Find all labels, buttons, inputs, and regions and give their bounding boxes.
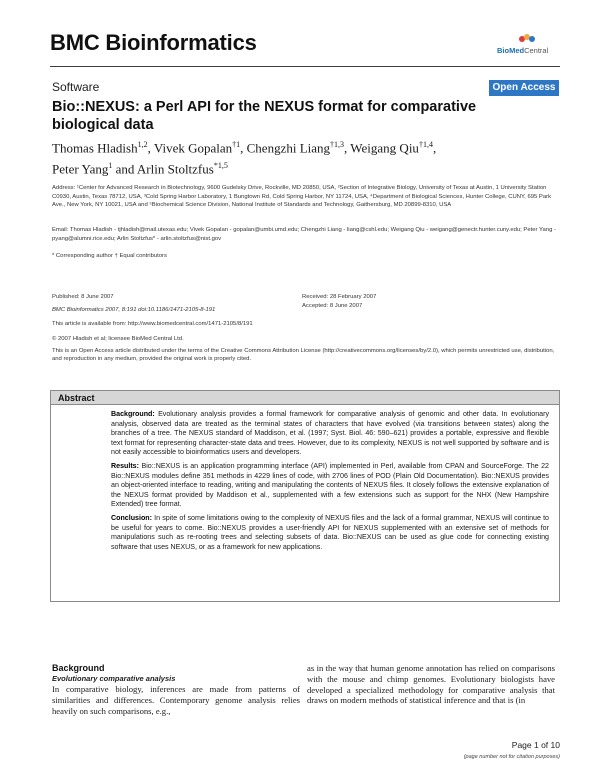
body-column-right [307,663,555,706]
abstract-box [50,390,560,602]
abstract-background: Background: Evolutionary analysis provides a formal framework for comparative analysis of genomic and other data. In evolutionary analysis, observed data are treated as the terminal states of characters that have evolved (via transitions between states) along the branches of a tree. The NEXUS standard of Maddison, et al. (1997; Syst. Biol. 46: 590–621) provides a portable, expressive and flexible text format for representing character-state data and trees. However, due to its complexity, NEXUS is not well supported by software and is not easily accessible to bioinformatics users and developers. [111,410,549,457]
author-affiliation: 1,2 [137,140,148,149]
page-number-note: (page number not for citation purposes) [463,754,560,760]
logo-text: BioMedCentral [497,46,549,55]
author-name: Vivek Gopalan [153,140,233,156]
body-text-left: In comparative biology, inferences are made from patterns of similarities and differences. Contemporary genome analysis relies heavily on such comparisons, e.g., [52,684,300,716]
author-separator: , [240,140,247,156]
article-title: Bio::NEXUS: a Perl API for the NEXUS format for comparative biological data [52,99,477,133]
background-heading: Background [52,663,105,673]
received-info [302,293,462,310]
abstract-results: Results: Bio::NEXUS is an application programming interface (API) implemented in Perl, available from CPAN and SourceForge. The 22 Bio::NEXUS modules define 351 methods in 4229 lines of code, with 2706 lines of POD (Plain Old Documentation). Bio::NEXUS provides an object-oriented interface to reading, writing and manipulating the contents of NEXUS files. It closely follows the extensive explanation of the NEXUS format provided by Maddison et al., supplemented with a few extensions such as support for the NHX (New Hampshire Extended) tree format. [111,461,549,509]
header-rule [50,66,560,67]
author-separator: , [344,140,351,156]
author-emails: Email: Thomas Hladish - tjhladish@mail.utexas.edu; Vivek Gopalan - gopalan@umbi.umd.edu; Chengzhi Liang - liang@cshl.edu; Weigang Qiu - weigang@genectr.hunter.cuny.edu; Peter Yang - pyang@alumni.rice.edu; Arlin Stoltzfus* - arlin.stoltzfus@nist.gov [52,227,556,242]
logo-dots-icon [519,34,535,44]
section-label: Software [52,80,100,94]
author-separator: and [112,161,137,177]
author-addresses: Address: ¹Center for Advanced Research in Biotechnology, 9600 Gudelsky Drive, Rockville, MD 20850, USA, ²Section of Integrative Biology, University of Texas at Austin, 1 University Station C0930, Austin, Texas 78712, USA, ³Cold Spring Harbor Laboratory, 1 Bungtown Rd, Cold Spring Harbor, NY 11724, USA, ⁴Department of Biological Sciences, Hunter College, CUNY, 695 Park Ave., New York, NY 10021, USA and ⁵Biochemical Science Division, National Institute of Standards and Technology, Gaithersburg, MD 20899-8310, USA [52,185,552,208]
background-subheading: Evolutionary comparative analysis [52,674,176,683]
abstract-conclusion: Conclusion: In spite of some limitations owing to the complexity of NEXUS files and the lack of a formal grammar, NEXUS will continue to be useful for years to come. Bio::NEXUS provides a user-friendly API for NEXUS supplemented with an extensive set of methods for manipulations such as re-rooting trees and selecting subsets of data. Bio::NEXUS can be used as glue code for connecting existing software that uses NEXUS, or as a framework for new applications. [111,513,549,551]
body-column-left [52,663,300,716]
open-access-badge: Open Access [489,80,559,96]
article-url[interactable]: This article is available from: http://www.biomedcentral.com/1471-2105/8/191 [52,321,253,327]
citation: BMC Bioinformatics 2007, 8:191 doi:10.1186/1471-2105-8-191 [52,306,216,313]
abstract-heading: Abstract [51,391,559,405]
body-text-right: as in the way that human genome annotation has relied on comparisons with the mouse and chimp genomes. Evolutionary biologists have developed a specialized methodology for comparative analysis that draws on modern methods of statistical inference and that is (in [307,663,555,706]
author-affiliation: †1,3 [330,140,345,149]
accepted-date: Accepted: 8 June 2007 [302,302,363,309]
journal-title: BMC Bioinformatics [50,30,257,55]
biomed-central-logo [497,34,557,56]
abstract-body [111,410,549,556]
author-notes: * Corresponding author † Equal contributors [52,253,167,259]
copyright-line: © 2007 Hladish et al; licensee BioMed Central Ltd. [52,336,184,342]
publication-info [52,293,312,314]
author-affiliation: †1,4 [418,140,433,149]
author-name: Weigang Qiu [350,140,419,156]
author-name: Chengzhi Liang [246,140,331,156]
author-affiliation: 1 [108,161,113,171]
author-name: Thomas Hladish [52,140,138,156]
received-date: Received: 28 February 2007 [302,294,377,300]
author-list [52,136,552,179]
author-name: Peter Yang [52,161,109,177]
author-separator: , [147,140,154,156]
copyright [52,335,560,364]
author-affiliation: †1 [232,140,241,149]
author-affiliation: *1,5 [213,161,228,171]
published-date: Published: 8 June 2007 [52,294,114,300]
page-number: Page 1 of 10 [511,740,560,750]
author-separator: , [432,140,437,156]
license-text: This is an Open Access article distributed under the terms of the Creative Commons Attribution License (http://creativecommons.org/licenses/by/2.0), which permits unrestricted use, distribution, and reproduction in any medium, provided the original work is properly cited. [52,347,555,362]
author-name: Arlin Stoltzfus [136,161,214,177]
